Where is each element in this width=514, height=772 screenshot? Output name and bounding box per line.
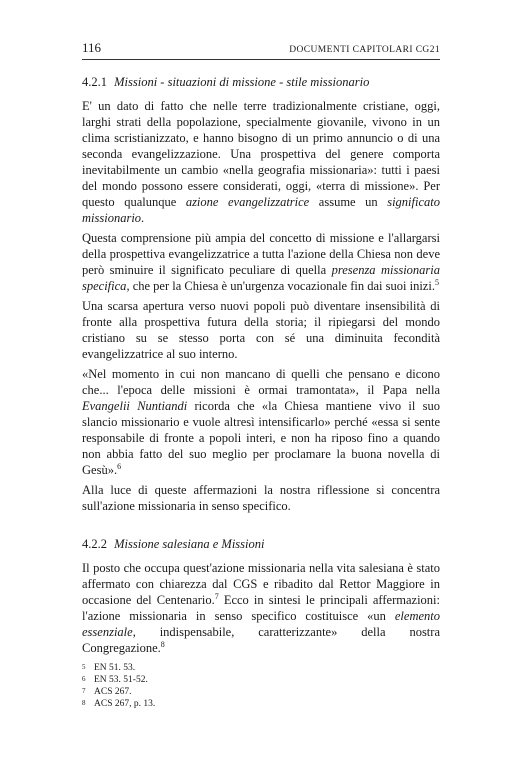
body-text xyxy=(82,74,440,660)
text-run: Alla luce di queste affermazioni la nostra riflessione si concentra sull'azione missionaria in senso specifico. xyxy=(82,483,440,513)
footnote xyxy=(82,686,440,698)
footnote-ref[interactable]: 8 xyxy=(160,639,165,649)
text-run: , indispensabile, caratterizzante» della nostra Congregazione. xyxy=(82,625,440,655)
paragraph-3 xyxy=(82,298,440,362)
paragraph-1 xyxy=(82,98,440,226)
footnote-text: EN 53. 51-52. xyxy=(94,675,148,685)
section-title: Missioni - situazioni di missione - stile missionario xyxy=(114,75,370,89)
footnote xyxy=(82,674,440,686)
footnote xyxy=(82,698,440,710)
section-number: 4.2.2 xyxy=(82,537,107,551)
emphasis: azione evangelizzatrice xyxy=(185,195,310,209)
text-run: Una scarsa apertura verso nuovi popoli può diventare insensibilità di fronte alla prospettiva futura della storia; il ripiegarsi del mondo cristiano su se stesso porta con sé una diminuita fecondità evangelizzatrice al suo interno. xyxy=(82,299,440,361)
footnote-ref[interactable]: 7 xyxy=(214,591,219,601)
footnote-mark: 5 xyxy=(82,663,86,671)
footnote-text: ACS 267. xyxy=(94,687,132,697)
paragraph-5 xyxy=(82,482,440,514)
emphasis: presenza missionaria specifica xyxy=(82,263,440,293)
emphasis: Evangelii Nuntiandi xyxy=(82,399,188,413)
text-run: Questa comprensione più ampia del concetto di missione e l'allargarsi della prospettiva evangelizzatrice a tutta l'azione della Chiesa non deve però sminuire il significato peculiare di quella xyxy=(82,231,440,277)
emphasis: elemento essenziale xyxy=(82,609,440,639)
paragraph-2 xyxy=(82,230,440,294)
page-number: 116 xyxy=(82,40,102,55)
text-run: E' un dato di fatto che nelle terre tradizionalmente cristiane, oggi, larghi strati della popolazione, specialmente giovanile, vivono in un clima scristianizzato, e hanno bisogno di un primo annuncio o di una seconda evangelizzazione. Una prospettiva del genere comporta inevitabilmente un cambio «nella geografia missionaria»: tutti i paesi del mondo possono essere considerati, oggi, «terra di missione». Per questo qualunque xyxy=(82,99,440,209)
text-run: Il posto che occupa quest'azione missionaria nella vita salesiana è stato affermato con chiarezza dal CGS e ribadito dal Rettor Maggiore in occasione del Centenario. xyxy=(82,561,440,607)
text-run: , che per la Chiesa è un'urgenza vocazionale fin dai suoi inizi. xyxy=(126,279,435,293)
footnote-text: EN 51. 53. xyxy=(94,663,136,673)
page-header xyxy=(82,40,440,60)
footnote-mark: 8 xyxy=(82,699,86,707)
footnote xyxy=(82,662,440,674)
text-run: ricorda che «la Chiesa mantiene vivo il suo slancio missionario e vuole altresì intensificarlo» perché «essa si sente responsabile di fronte a popoli interi, e non ha riposo fino a quando non abbia fatto del suo meglio per proclamare la buona novella di Gesù». xyxy=(82,399,440,477)
footnote-mark: 7 xyxy=(82,687,86,695)
text-run: «Nel momento in cui non mancano di quelli che pensano e dicono che... l'epoca delle missioni è ormai tramontata», il Papa nella xyxy=(82,367,440,397)
text-run: assume un xyxy=(309,195,388,209)
section-heading-4-2-2 xyxy=(82,536,440,552)
section-number: 4.2.1 xyxy=(82,75,107,89)
footnotes xyxy=(82,662,440,710)
section-title: Missione salesiana e Missioni xyxy=(114,537,265,551)
footnote-ref[interactable]: 6 xyxy=(117,461,122,471)
section-heading-4-2-1 xyxy=(82,74,440,90)
footnote-mark: 6 xyxy=(82,675,86,683)
paragraph-4 xyxy=(82,366,440,478)
text-run: Ecco in sintesi le principali affermazioni: l'azione missionaria in senso specifico costituisce «un xyxy=(82,593,440,623)
running-title: DOCUMENTI CAPITOLARI CG21 xyxy=(289,45,440,55)
footnote-text: ACS 267, p. 13. xyxy=(94,699,156,709)
paragraph-6 xyxy=(82,560,440,656)
text-run: . xyxy=(141,211,145,225)
emphasis: significato missionario xyxy=(82,195,440,225)
footnote-ref[interactable]: 5 xyxy=(434,277,439,287)
